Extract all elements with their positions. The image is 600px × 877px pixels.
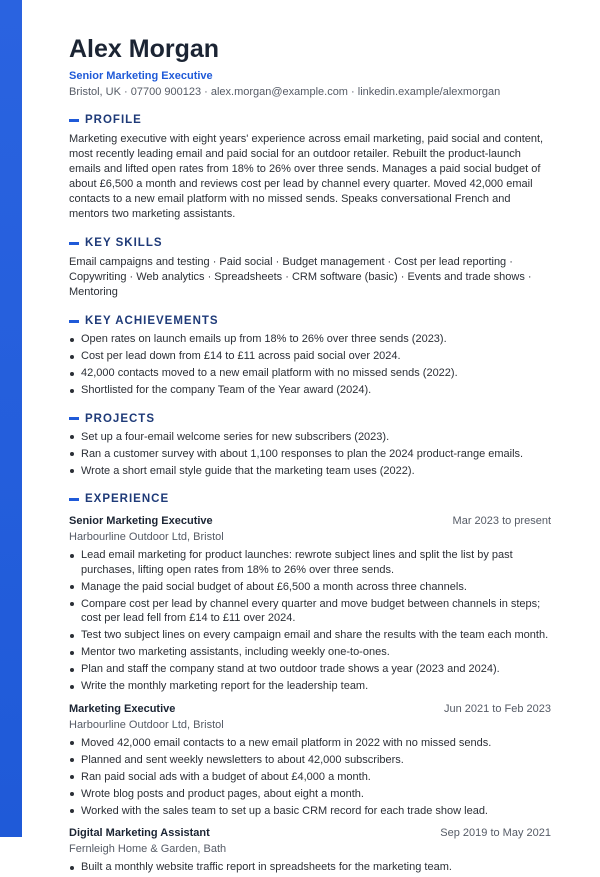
candidate-name: Alex Morgan	[69, 35, 220, 63]
profile-text: Marketing executive with eight years' experience across email marketing, paid social and content, most recently leading email and paid social for an outdoor retailer. Rebuilt the product-launch emails and lifted open rates from 18% to 26% over three sends. Manages a paid social budget of about £6,500 a month and reviews cost per lead by channel every quarter. Moved 42,000 email contacts to a new email platform with no missed sends. Speaks conversational French and mentors two marketing assistants.	[69, 133, 544, 220]
list-item: Plan and staff the company stand at two outdoor trade shows a year (2023 and 2024).	[69, 662, 551, 677]
contact-line: Bristol, UK · 07700 900123 · alex.morgan@example.com · linkedin.example/alexmorgan	[69, 86, 501, 98]
skills-section	[69, 236, 551, 300]
job-company: Harbourline Outdoor Ltd, Bristol	[69, 531, 224, 543]
heading-dash-icon	[69, 320, 79, 323]
job-bullets	[69, 860, 551, 875]
job-entry	[69, 514, 551, 694]
list-item: Write the monthly marketing report for the leadership team.	[69, 679, 551, 694]
job-role: Marketing Executive	[69, 702, 176, 715]
job-entry	[69, 826, 551, 875]
achievements-list	[69, 332, 551, 398]
section-heading	[69, 314, 551, 328]
list-item: 42,000 contacts moved to a new email platform with no missed sends (2022).	[69, 366, 551, 381]
list-item: Built a monthly website traffic report in spreadsheets for the marketing team.	[69, 860, 551, 875]
projects-section	[69, 412, 551, 479]
list-item: Lead email marketing for product launches: rewrote subject lines and split the list by past purchases, lifting open rates from 18% to 26% over three sends.	[69, 548, 551, 577]
list-item: Planned and sent weekly newsletters to about 42,000 subscribers.	[69, 753, 551, 768]
list-item: Open rates on launch emails up from 18% to 26% over three sends (2023).	[69, 332, 551, 347]
heading-dash-icon	[69, 119, 79, 122]
job-dates: Mar 2023 to present	[452, 515, 551, 527]
job-company: Harbourline Outdoor Ltd, Bristol	[69, 718, 224, 731]
job-dates: Sep 2019 to May 2021	[440, 827, 551, 839]
projects-heading: PROJECTS	[85, 412, 155, 425]
list-item: Ran a customer survey with about 1,100 responses to plan the 2024 product-range emails.	[69, 447, 551, 462]
list-item: Test two subject lines on every campaign email and share the results with the team each month.	[69, 628, 551, 643]
job-bullets	[69, 736, 551, 819]
heading-dash-icon	[69, 498, 79, 501]
list-item: Manage the paid social budget of about £6,500 a month across three channels.	[69, 580, 551, 595]
projects-list	[69, 430, 551, 479]
list-item: Moved 42,000 email contacts to a new email platform in 2022 with no missed sends.	[69, 736, 551, 751]
list-item: Wrote a short email style guide that the marketing team uses (2022).	[69, 464, 551, 479]
achievements-section	[69, 314, 551, 398]
job-company: Fernleigh Home & Garden, Bath	[69, 843, 227, 855]
list-item: Shortlisted for the company Team of the Year award (2024).	[69, 383, 551, 398]
job-entry	[69, 702, 551, 819]
accent-sidebar	[0, 0, 22, 837]
candidate-title: Senior Marketing Executive	[69, 70, 213, 82]
job-dates: Jun 2021 to Feb 2023	[443, 702, 551, 715]
experience-section	[69, 492, 551, 875]
job-role: Senior Marketing Executive	[69, 515, 213, 527]
heading-dash-icon	[69, 417, 79, 420]
job-role: Digital Marketing Assistant	[69, 827, 210, 839]
list-item: Compare cost per lead by channel every quarter and move budget between channels in steps; cost per lead fell from £14 to £11 over 2024.	[69, 597, 551, 626]
skills-text: Email campaigns and testing · Paid social · Budget management · Cost per lead reporting · Copywriting · Web analytics · Spreadsheets · CRM software (basic) · Events and trade shows · Mentoring	[69, 256, 532, 298]
list-item: Worked with the sales team to set up a basic CRM record for each trade show lead.	[69, 804, 551, 819]
section-heading	[69, 412, 551, 426]
list-item: Set up a four-email welcome series for new subscribers (2023).	[69, 430, 551, 445]
resume-page	[69, 34, 551, 877]
section-heading	[69, 236, 551, 250]
achievements-heading: KEY ACHIEVEMENTS	[85, 315, 219, 327]
job-header	[69, 826, 551, 840]
job-bullets	[69, 548, 551, 694]
list-item: Ran paid social ads with a budget of about £4,000 a month.	[69, 770, 551, 785]
skills-heading: KEY SKILLS	[85, 237, 163, 249]
job-header	[69, 514, 551, 528]
list-item: Mentor two marketing assistants, including weekly one-to-ones.	[69, 645, 551, 660]
profile-heading: PROFILE	[85, 114, 142, 126]
section-heading	[69, 492, 551, 506]
list-item: Wrote blog posts and product pages, about eight a month.	[69, 787, 551, 802]
profile-section	[69, 113, 551, 222]
experience-heading: EXPERIENCE	[85, 493, 170, 505]
section-heading	[69, 113, 551, 127]
heading-dash-icon	[69, 242, 79, 245]
job-header	[69, 702, 551, 716]
list-item: Cost per lead down from £14 to £11 across paid social over 2024.	[69, 349, 551, 364]
